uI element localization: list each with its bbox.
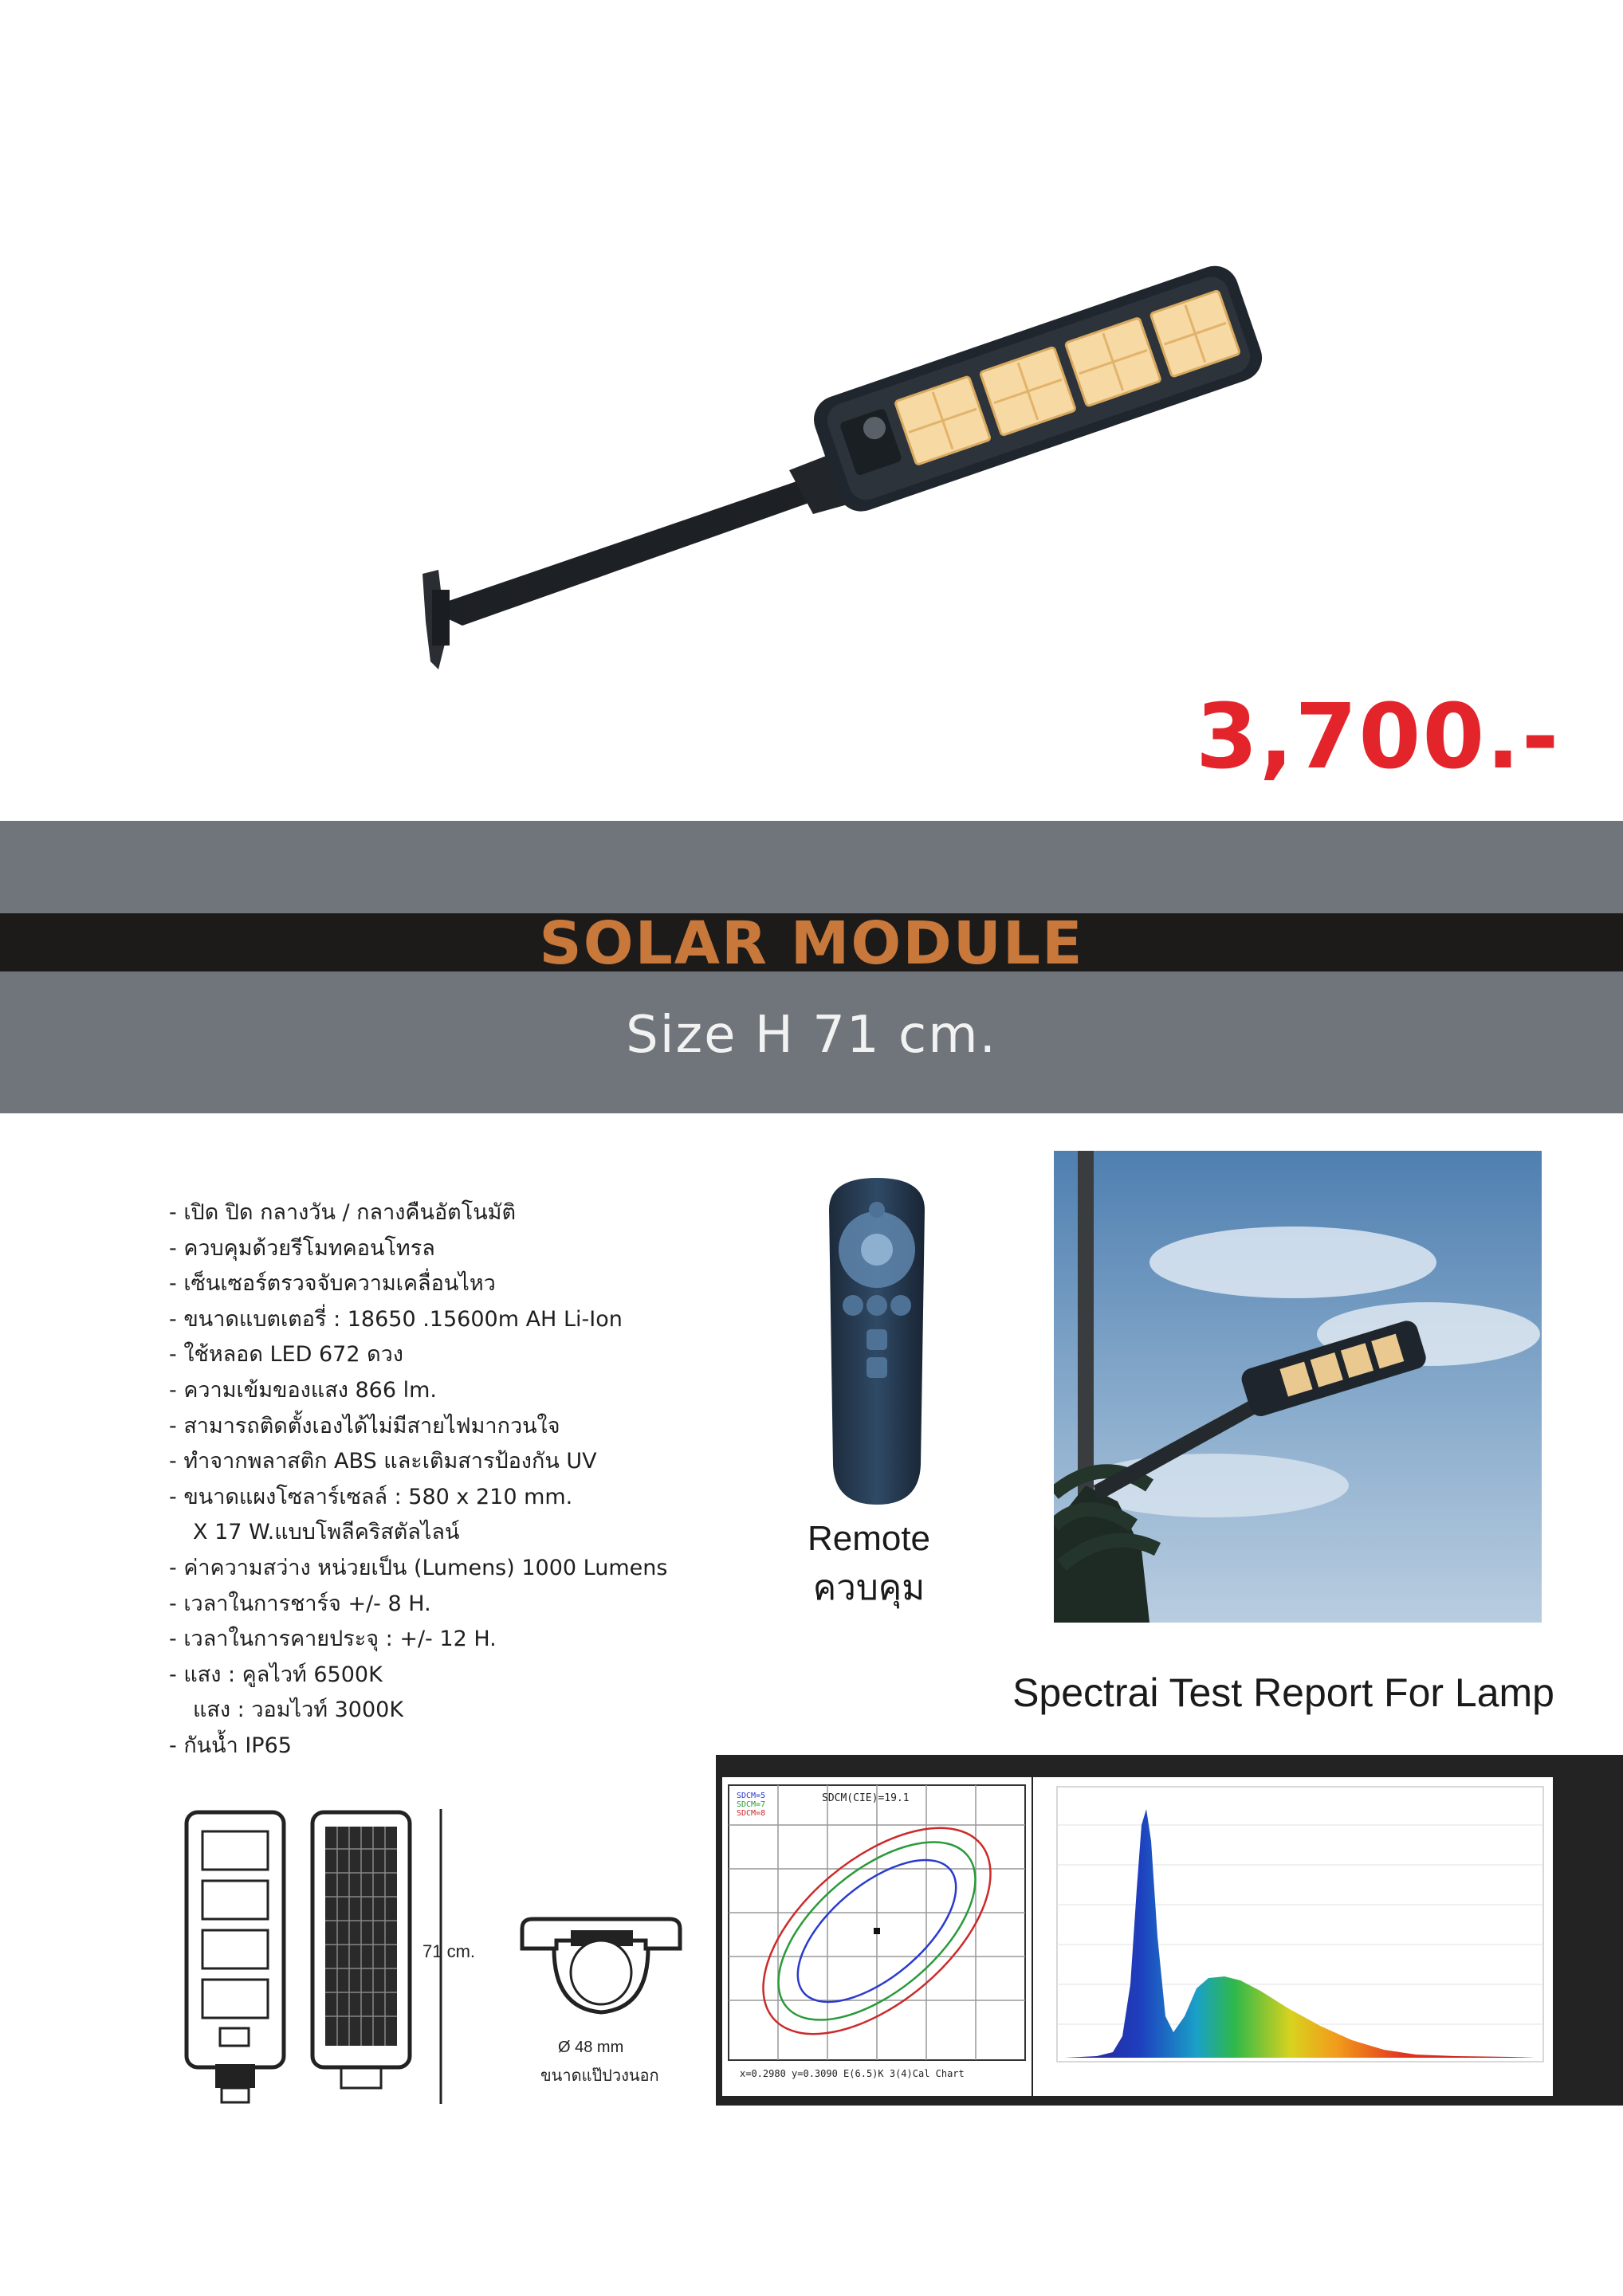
- feature-item: - ขนาดแผงโซลาร์เซลล์ : 580 x 210 mm.: [169, 1484, 573, 1509]
- remote-control-image: [817, 1178, 937, 1513]
- watermark: [1244, 2168, 1562, 2216]
- chart-footer: x=0.2980 y=0.3090 E(6.5)K 3(4)Cal Chart: [740, 2068, 965, 2079]
- pipe-diameter-label: Ø 48 mm: [558, 2039, 624, 2056]
- feature-item: - ความเข้มของแสง 866 lm.: [169, 1377, 437, 1403]
- feature-item: - แสง : คูลไวท์ 6500K: [169, 1662, 383, 1687]
- feature-item: - เวลาในการชาร์จ +/- 8 H.: [169, 1591, 431, 1616]
- remote-label-line1: Remote: [807, 1519, 931, 1558]
- spectral-distribution-chart: [1033, 1777, 1553, 2096]
- pipe-clamp-drawing: [518, 1913, 686, 2032]
- feature-list: [169, 1195, 743, 1764]
- product-title: SOLAR MODULE: [539, 909, 1084, 978]
- feature-item: - ขนาดแบตเตอรี่ : 18650 .15600m AH Li-Ion: [169, 1306, 623, 1332]
- feature-item: - เวลาในการคายประจุ : +/- 12 H.: [169, 1627, 497, 1652]
- feature-item: - เปิด ปิด กลางวัน / กลางคืนอัตโนมัติ: [169, 1200, 516, 1225]
- feature-item: แสง : วอมไวท์ 3000K: [193, 1697, 404, 1723]
- price-tag: 3,700.-: [1196, 685, 1561, 789]
- solar-street-light-image: [415, 239, 1307, 685]
- sdcm-header: SDCM(CIE)=19.1: [822, 1792, 910, 1804]
- pipe-caption: ขนาดแป๊ปวงนอก: [540, 2067, 659, 2085]
- remote-label-line2: ควบคุม: [812, 1568, 925, 1607]
- sdcm-ellipse-chart: [722, 1777, 1032, 2096]
- feature-item: X 17 W.แบบโพลีคริสตัลไลน์: [193, 1520, 460, 1545]
- feature-item: - กันน้ำ IP65: [169, 1733, 292, 1758]
- feature-item: - เซ็นเซอร์ตรวจจับความเคลื่อนไหว: [169, 1271, 496, 1297]
- feature-item: - สามารถติดตั้งเองได้ไม่มีสายไฟมากวนใจ: [169, 1413, 560, 1438]
- remote-label: [789, 1514, 949, 1613]
- front-view-drawing: [183, 1809, 287, 2104]
- installed-light-photo: [1054, 1151, 1542, 1623]
- height-label: 71 cm.: [422, 1941, 476, 1961]
- feature-item: - ทำจากพลาสติก ABS และเติมสารป้องกัน UV: [169, 1449, 597, 1474]
- back-view-drawing: [309, 1809, 413, 2104]
- product-size: Size H 71 cm.: [626, 1006, 997, 1065]
- sdcm-legend-8: SDCM=8: [737, 1809, 766, 1818]
- sdcm-legend-7: SDCM=7: [737, 1800, 766, 1809]
- feature-item: - ควบคุมด้วยรีโมทคอนโทรล: [169, 1235, 435, 1261]
- feature-item: - ค่าความสว่าง หน่วยเป็น (Lumens) 1000 Lumens: [169, 1555, 668, 1580]
- feature-item: - ใช้หลอด LED 672 ดวง: [169, 1342, 403, 1368]
- sdcm-legend-5: SDCM=5: [737, 1792, 766, 1800]
- spectral-report-title: Spectrai Test Report For Lamp: [1012, 1670, 1554, 1715]
